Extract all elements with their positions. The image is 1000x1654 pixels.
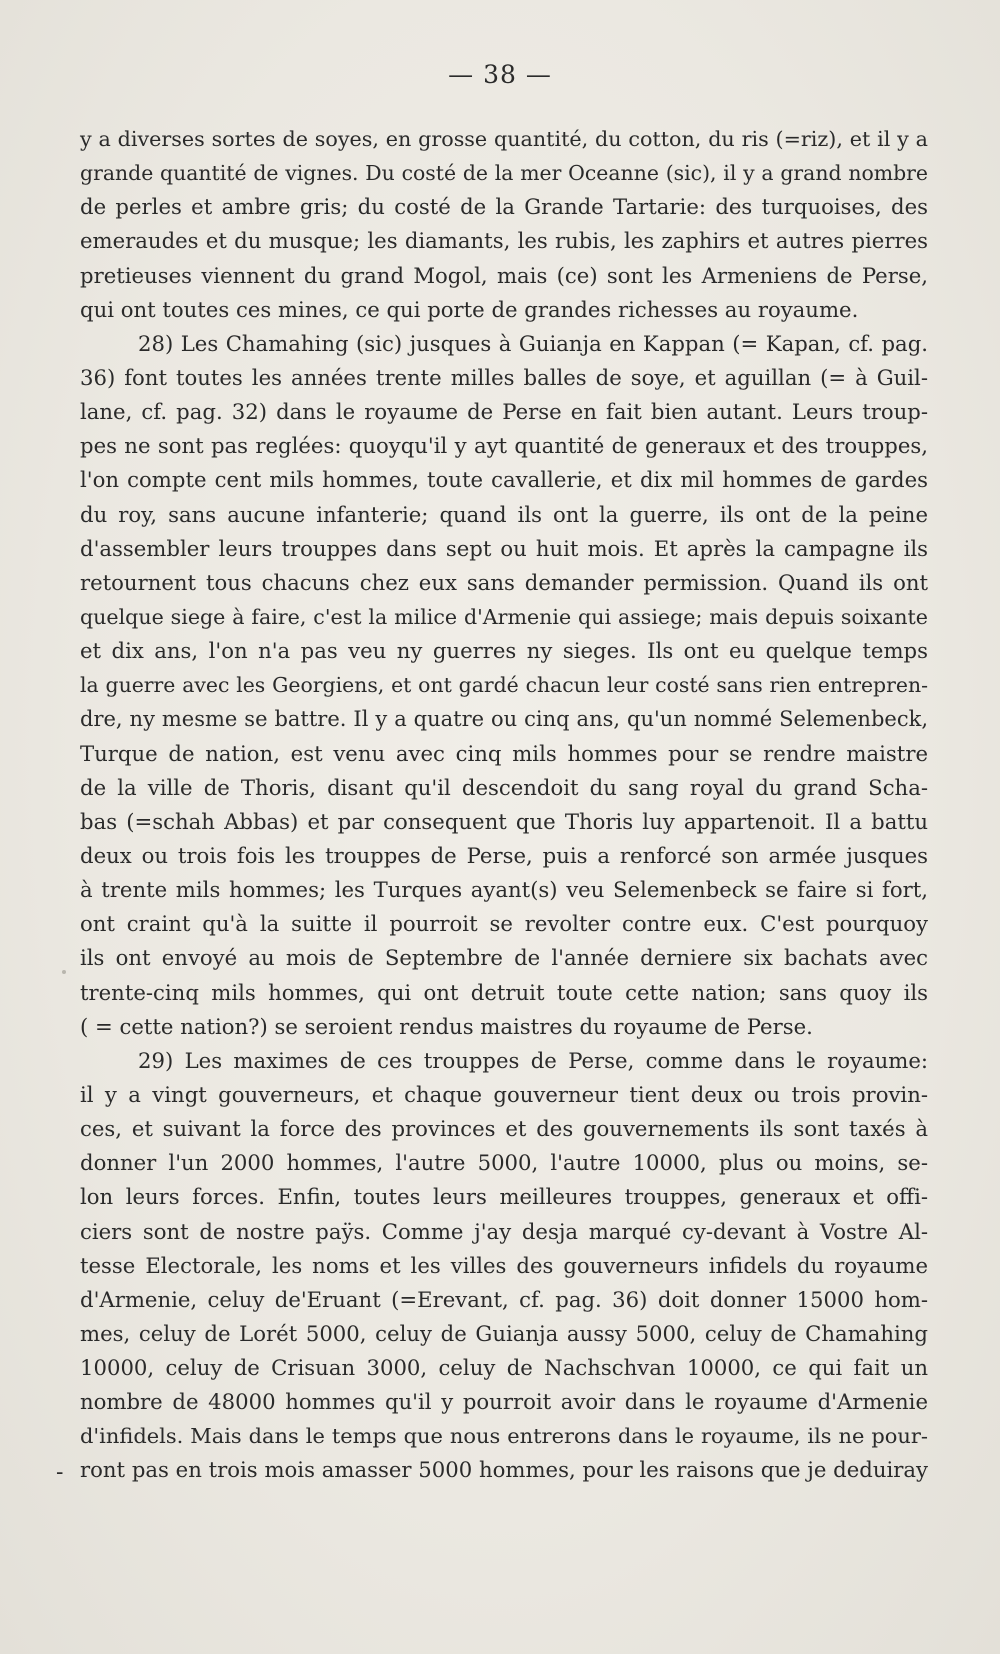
text-line: il y a vingt gouverneurs, et chaque gouverneur tient deux ou trois provin- bbox=[80, 1081, 928, 1107]
text-line: deux ou trois fois les trouppes de Perse, puis a renforcé son armée jusques bbox=[80, 842, 928, 868]
text-line: qui ont toutes ces mines, ce qui porte de grandes richesses au royaume. bbox=[80, 296, 859, 322]
text-line: dre, ny mesme se battre. Il y a quatre ou cinq ans, qu'un nommé Selemenbeck, bbox=[80, 707, 928, 732]
paragraph-28-start: 28) Les Chamahing (sic) jusques à Guianja en Kappan (= Kapan, cf. pag. bbox=[138, 330, 928, 356]
text-line: 36) font toutes les années trente milles balles de soye, et aguillan (= à Guil- bbox=[80, 364, 928, 390]
text-line: d'Armenie, celuy de'Eruant (=Erevant, cf. pag. 36) doit donner 15000 hom- bbox=[80, 1286, 928, 1312]
text-line: d'infidels. Mais dans le temps que nous entrerons dans le royaume, ils ne pour- bbox=[80, 1424, 928, 1449]
text-line: à trente mils hommes; les Turques ayant(s) veu Selemenbeck se faire si fort, bbox=[80, 877, 928, 903]
text-line: d'assembler leurs trouppes dans sept ou huit mois. Et après la campagne ils bbox=[80, 535, 928, 561]
paragraph-29-start: 29) Les maximes de ces trouppes de Perse, comme dans le royaume: bbox=[138, 1047, 928, 1073]
text-line: ront pas en trois mois amasser 5000 hommes, pour les raisons que je deduiray bbox=[80, 1457, 928, 1483]
text-line: trente-cinq mils hommes, qui ont detruit toute cette nation; sans quoy ils bbox=[80, 979, 928, 1005]
text-line: l'on compte cent mils hommes, toute cavallerie, et dix mil hommes de gardes bbox=[80, 467, 928, 493]
text-line: bas (=schah Abbas) et par consequent que Thoris luy appartenoit. Il a battu bbox=[80, 808, 928, 834]
text-line: emeraudes et du musque; les diamants, les rubis, les zaphirs et autres pierres bbox=[80, 228, 928, 254]
text-line: ciers sont de nostre paÿs. Comme j'ay desja marqué cy-devant à Vostre Al- bbox=[80, 1218, 928, 1244]
margin-speck bbox=[62, 970, 66, 974]
text-line: nombre de 48000 hommes qu'il y pourroit avoir dans le royaume d'Armenie bbox=[80, 1389, 928, 1415]
text-line: lane, cf. pag. 32) dans le royaume de Perse en fait bien autant. Leurs troup- bbox=[80, 399, 928, 425]
text-line: Turque de nation, est venu avec cinq mils hommes pour se rendre maistre bbox=[80, 740, 928, 766]
text-line: lon leurs forces. Enfin, toutes leurs meilleures trouppes, generaux et offi- bbox=[80, 1184, 928, 1210]
text-line: ces, et suivant la force des provinces et des gouvernements ils sont taxés à bbox=[80, 1116, 928, 1142]
text-line: grande quantité de vignes. Du costé de la mer Oceanne (sic), il y a grand nombre bbox=[80, 161, 928, 186]
text-line: ( = cette nation?) se seroient rendus maistres du royaume de Perse. bbox=[80, 1013, 813, 1039]
text-line: la guerre avec les Georgiens, et ont gardé chacun leur costé sans rien entrepren- bbox=[80, 673, 928, 698]
text-line: ont craint qu'à la suitte il pourroit se revolter contre eux. C'est pourquoy bbox=[80, 911, 928, 937]
text-line: mes, celuy de Lorét 5000, celuy de Guianja aussy 5000, celuy de Chamahing bbox=[80, 1320, 928, 1346]
margin-mark: - bbox=[56, 1460, 64, 1485]
text-line: tesse Electorale, les noms et les villes des gouverneurs infidels du royaume bbox=[80, 1252, 928, 1278]
text-line: du roy, sans aucune infanterie; quand ils ont la guerre, ils ont de la peine bbox=[80, 501, 928, 527]
text-line: quelque siege à faire, c'est la milice d'Armenie qui assiege; mais depuis soixante bbox=[80, 604, 928, 629]
text-line: retournent tous chacuns chez eux sans demander permission. Quand ils ont bbox=[80, 569, 928, 595]
text-line: y a diverses sortes de soyes, en grosse quantité, du cotton, du ris (=riz), et il y a bbox=[80, 127, 928, 151]
text-line: 10000, celuy de Crisuan 3000, celuy de Nachschvan 10000, ce qui fait un bbox=[80, 1355, 928, 1381]
text-line: pretieuses viennent du grand Mogol, mais (ce) sont les Armeniens de Perse, bbox=[80, 262, 928, 288]
body-text bbox=[80, 122, 928, 1488]
text-line: de la ville de Thoris, disant qu'il descendoit du sang royal du grand Scha- bbox=[80, 774, 928, 800]
text-line: et dix ans, l'on n'a pas veu ny guerres ny sieges. Ils ont eu quelque temps bbox=[80, 638, 928, 664]
text-line: de perles et ambre gris; du costé de la Grande Tartarie: des turquoises, des bbox=[80, 194, 928, 220]
text-line: donner l'un 2000 hommes, l'autre 5000, l'autre 10000, plus ou moins, se- bbox=[80, 1150, 928, 1176]
text-line: ils ont envoyé au mois de Septembre de l'année derniere six bachats avec bbox=[80, 945, 928, 971]
text-line: pes ne sont pas reglées: quoyqu'il y ayt quantité de generaux et des trouppes, bbox=[80, 433, 928, 459]
page-number: — 38 — bbox=[448, 60, 552, 89]
